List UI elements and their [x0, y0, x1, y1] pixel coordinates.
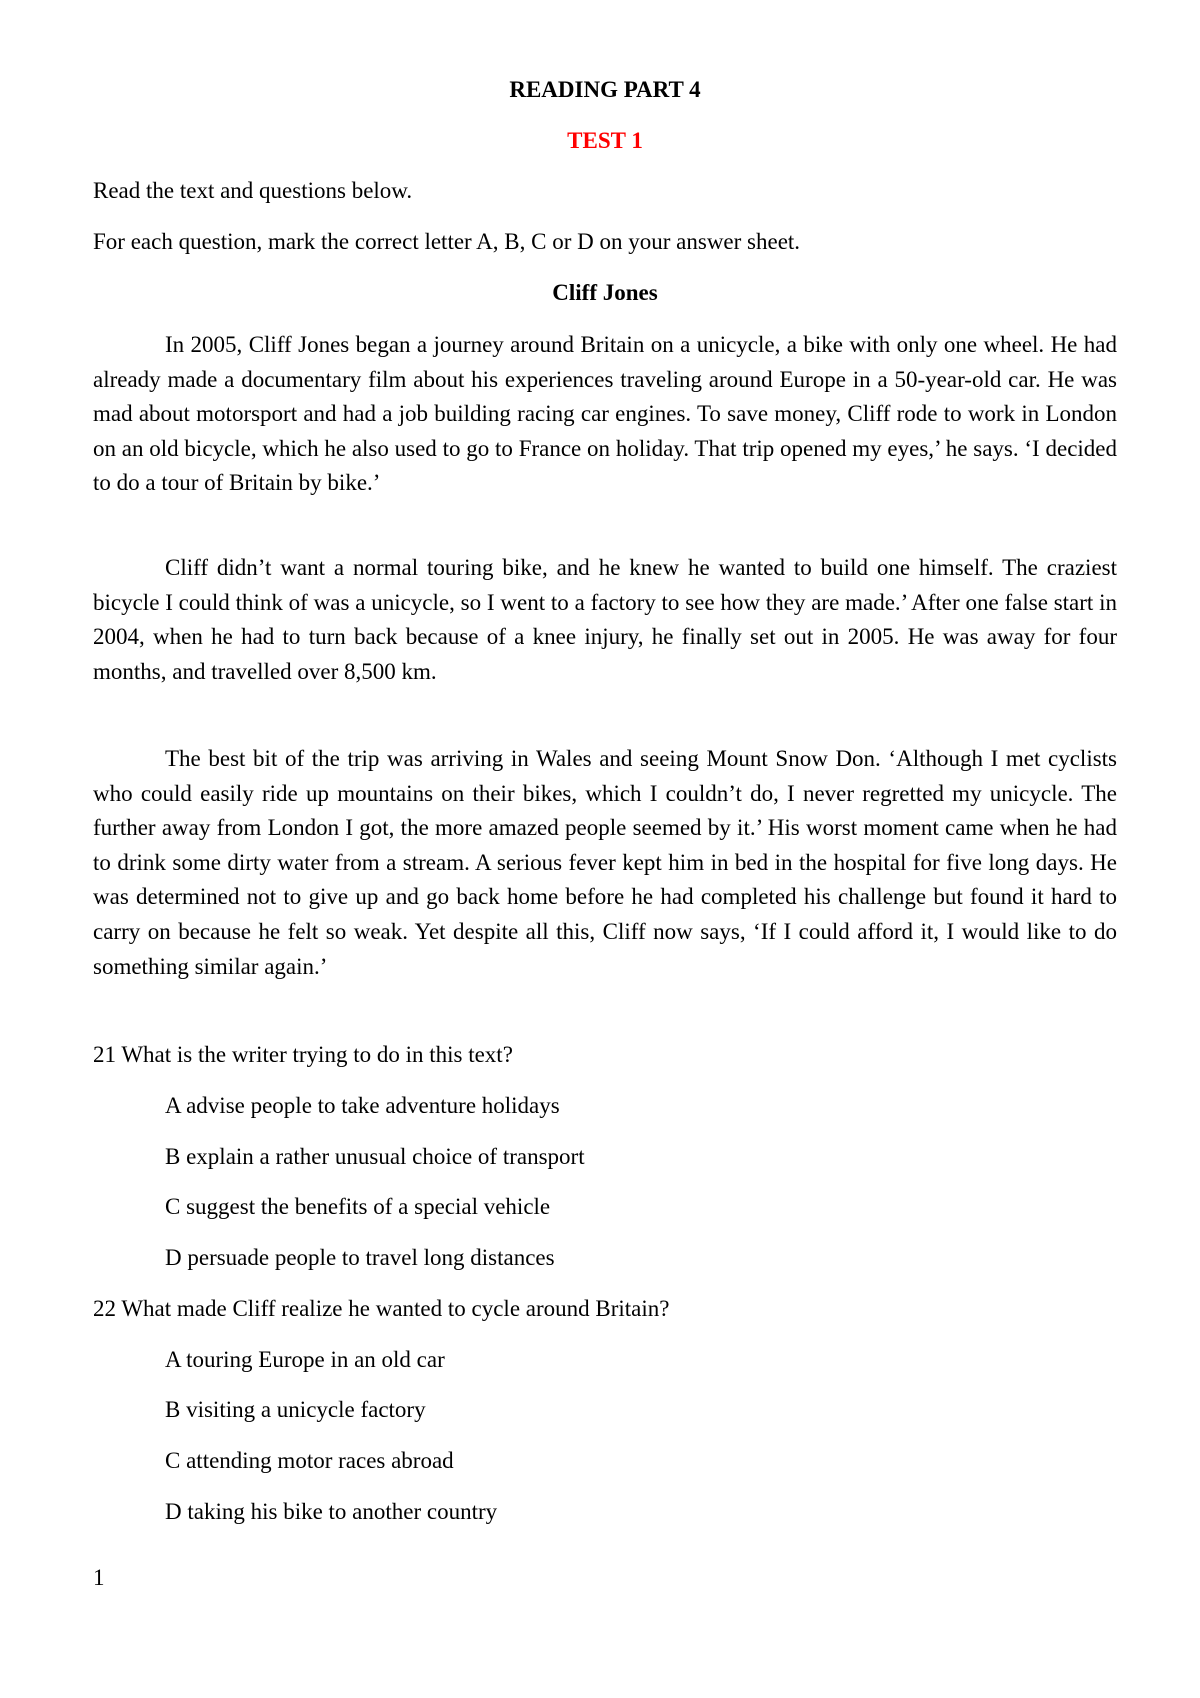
page-number: 1 [93, 1565, 105, 1590]
question-22-option-b: B visiting a unicycle factory [165, 1397, 426, 1422]
instruction-line-1: Read the text and questions below. [93, 178, 413, 203]
question-22-option-d: D taking his bike to another country [165, 1499, 498, 1524]
question-21-option-c: C suggest the benefits of a special vehicle [165, 1194, 551, 1219]
question-21-option-b: B explain a rather unusual choice of transport [165, 1144, 585, 1169]
section-title: READING PART 4 [509, 77, 701, 102]
article-paragraph-3: The best bit of the trip was arriving in Wales and seeing Mount Snow Don. ‘Although I met cyclists who could easily ride up mountains on their bikes, which I couldn’t do, I never regretted my unicycle. The further away from London I got, the more amazed people seemed by it.’ His worst moment came when he had to drink some dirty water from a stream. A serious fever kept him in bed in the hospital for five long days. He was determined not to give up and go back home before he had completed his challenge but found it hard to carry on because he felt so weak. Yet despite all this, Cliff now says, ‘If I could afford it, I would like to do something similar again.’ [93, 746, 1117, 979]
article-paragraph-2: Cliff didn’t want a normal touring bike, and he knew he wanted to build one himself. The craziest bicycle I could think of was a unicycle, so I went to a factory to see how they are made.’ After one false start in 2004, when he had to turn back because of a knee injury, he finally set out in 2005. He was away for four months, and travelled over 8,500 km. [93, 555, 1117, 684]
test-label: TEST 1 [567, 128, 643, 153]
article-paragraph-1: In 2005, Cliff Jones began a journey around Britain on a unicycle, a bike with only one wheel. He had already made a documentary film about his experiences traveling around Europe in a 50-year-old car. He was mad about motorsport and had a job building racing car engines. To save money, Cliff rode to work in London on an old bicycle, which he also used to go to France on holiday. That trip opened my eyes,’ he says. ‘I decided to do a tour of Britain by bike.’ [93, 332, 1117, 496]
question-21-option-d: D persuade people to travel long distances [165, 1245, 555, 1270]
question-21-option-a: A advise people to take adventure holidays [165, 1093, 560, 1118]
instruction-line-2: For each question, mark the correct letter A, B, C or D on your answer sheet. [93, 229, 801, 254]
question-22-option-a: A touring Europe in an old car [165, 1347, 445, 1372]
question-22-option-c: C attending motor races abroad [165, 1448, 454, 1473]
article-title: Cliff Jones [552, 280, 658, 305]
question-21: 21 What is the writer trying to do in this text? [93, 1042, 513, 1067]
question-22: 22 What made Cliff realize he wanted to cycle around Britain? [93, 1296, 670, 1321]
